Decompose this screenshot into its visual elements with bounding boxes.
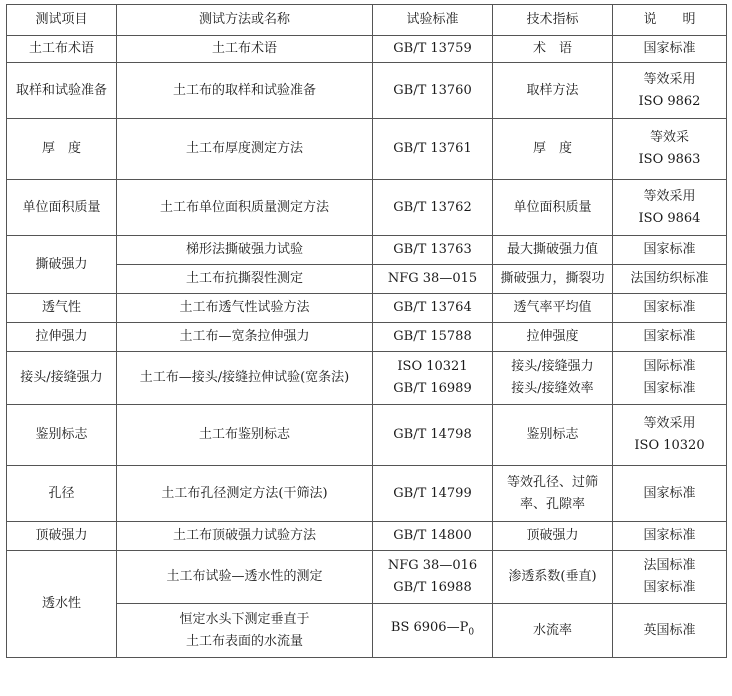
test-item-cell: 拉伸强力 — [7, 323, 117, 352]
index-cell: 撕破强力，撕裂功 — [493, 265, 613, 294]
header-note: 说 明 — [613, 5, 727, 36]
note-cell: 法国纺织标准 — [613, 265, 727, 294]
index-cell: 拉伸强度 — [493, 323, 613, 352]
header-test-item: 测试项目 — [7, 5, 117, 36]
note-line: 国际标准 — [643, 359, 696, 374]
standard-line: GB/T 16988 — [393, 580, 472, 595]
note-line: ISO 9863 — [638, 152, 701, 167]
standard-cell: GB/T 14798 — [373, 405, 493, 466]
header-method: 测试方法或名称 — [117, 5, 373, 36]
note-line: 等效采用 — [643, 188, 696, 204]
standard-cell — [373, 352, 493, 405]
table-row — [7, 352, 727, 405]
index-line: 等效孔径、过筛 — [506, 474, 598, 490]
note-cell — [613, 551, 727, 604]
note-line: 国家标准 — [643, 580, 696, 595]
note-cell: 国家标准 — [613, 466, 727, 522]
method-cell: 梯形法撕破强力试验 — [117, 236, 373, 265]
standard-cell: GB/T 13759 — [373, 36, 493, 63]
table-row — [7, 405, 727, 466]
header-row — [7, 5, 727, 36]
standard-subscript: 0 — [468, 627, 475, 638]
index-cell: 最大撕破强力值 — [493, 236, 613, 265]
note-line: 国家标准 — [643, 381, 696, 396]
note-cell — [613, 180, 727, 236]
table-row — [7, 522, 727, 551]
note-line: 等效采用 — [643, 71, 696, 87]
method-cell: 土工布厚度测定方法 — [117, 119, 373, 180]
note-cell — [613, 352, 727, 405]
table-row — [7, 466, 727, 522]
method-cell: 土工布术语 — [117, 36, 373, 63]
test-item-cell: 顶破强力 — [7, 522, 117, 551]
method-line: 土工布表面的水流量 — [185, 633, 303, 649]
method-cell: 土工布—宽条拉伸强力 — [117, 323, 373, 352]
table-row — [7, 236, 727, 265]
standard-cell: GB/T 13763 — [373, 236, 493, 265]
method-cell: 土工布抗撕裂性测定 — [117, 265, 373, 294]
standard-cell: GB/T 13761 — [373, 119, 493, 180]
note-cell: 国家标准 — [613, 323, 727, 352]
test-item-cell: 透水性 — [7, 551, 117, 658]
note-cell — [613, 405, 727, 466]
method-cell: 土工布顶破强力试验方法 — [117, 522, 373, 551]
index-cell: 水流率 — [493, 604, 613, 658]
test-item-cell: 厚 度 — [7, 119, 117, 180]
test-item-cell: 撕破强力 — [7, 236, 117, 294]
test-item-cell: 鉴别标志 — [7, 405, 117, 466]
note-cell: 国家标准 — [613, 294, 727, 323]
header-standard: 试验标准 — [373, 5, 493, 36]
standard-cell: GB/T 14800 — [373, 522, 493, 551]
index-line: 接头/接缝效率 — [511, 381, 594, 396]
method-cell: 土工布—接头/接缝拉伸试验(宽条法) — [117, 352, 373, 405]
note-cell: 国家标准 — [613, 236, 727, 265]
test-item-cell: 透气性 — [7, 294, 117, 323]
index-cell: 透气率平均值 — [493, 294, 613, 323]
method-cell: 土工布试验—透水性的测定 — [117, 551, 373, 604]
note-cell — [613, 63, 727, 119]
index-cell: 顶破强力 — [493, 522, 613, 551]
standard-cell: GB/T 13762 — [373, 180, 493, 236]
standard-line: GB/T 16989 — [393, 381, 472, 396]
index-cell: 鉴别标志 — [493, 405, 613, 466]
standard-cell — [373, 551, 493, 604]
index-cell: 术 语 — [493, 36, 613, 63]
standard-line: NFG 38—016 — [387, 558, 478, 573]
table-row — [7, 63, 727, 119]
note-line: ISO 10320 — [634, 438, 705, 453]
table-row — [7, 551, 727, 604]
index-line: 率、孔隙率 — [519, 496, 585, 512]
test-item-cell: 土工布术语 — [7, 36, 117, 63]
standard-cell: GB/T 13760 — [373, 63, 493, 119]
index-cell: 渗透系数(垂直) — [493, 551, 613, 604]
note-line: 法国标准 — [643, 558, 696, 573]
standard-cell: NFG 38—015 — [373, 265, 493, 294]
note-cell — [613, 119, 727, 180]
note-line: ISO 9862 — [638, 93, 701, 109]
header-index: 技术指标 — [493, 5, 613, 36]
table-row — [7, 180, 727, 236]
note-cell: 国家标准 — [613, 36, 727, 63]
table-row — [7, 323, 727, 352]
index-cell: 厚 度 — [493, 119, 613, 180]
method-cell: 土工布的取样和试验准备 — [117, 63, 373, 119]
note-line: 等效采用 — [643, 416, 696, 431]
test-item-cell: 接头/接缝强力 — [7, 352, 117, 405]
test-item-cell: 孔径 — [7, 466, 117, 522]
table-row — [7, 294, 727, 323]
standards-table — [6, 4, 727, 658]
standard-cell: GB/T 14799 — [373, 466, 493, 522]
index-cell: 单位面积质量 — [493, 180, 613, 236]
index-cell — [493, 352, 613, 405]
note-cell: 国家标准 — [613, 522, 727, 551]
table-row — [7, 36, 727, 63]
standard-cell: GB/T 15788 — [373, 323, 493, 352]
note-line: ISO 9864 — [638, 210, 701, 226]
method-cell: 土工布孔径测定方法(干筛法) — [117, 466, 373, 522]
note-line: 等效采 — [649, 130, 689, 145]
test-item-cell: 取样和试验准备 — [7, 63, 117, 119]
method-cell: 土工布鉴别标志 — [117, 405, 373, 466]
table-row — [7, 119, 727, 180]
note-cell: 英国标准 — [613, 604, 727, 658]
index-cell — [493, 466, 613, 522]
standard-text: BS 6906—P — [390, 620, 469, 636]
index-cell: 取样方法 — [493, 63, 613, 119]
index-line: 接头/接缝强力 — [511, 359, 594, 374]
method-cell: 土工布单位面积质量测定方法 — [117, 180, 373, 236]
method-cell — [117, 604, 373, 658]
test-item-cell: 单位面积质量 — [7, 180, 117, 236]
standard-cell: GB/T 13764 — [373, 294, 493, 323]
standard-cell — [373, 604, 493, 658]
standard-line: ISO 10321 — [397, 359, 468, 374]
method-cell: 土工布透气性试验方法 — [117, 294, 373, 323]
method-line: 恒定水头下测定垂直于 — [179, 611, 310, 627]
